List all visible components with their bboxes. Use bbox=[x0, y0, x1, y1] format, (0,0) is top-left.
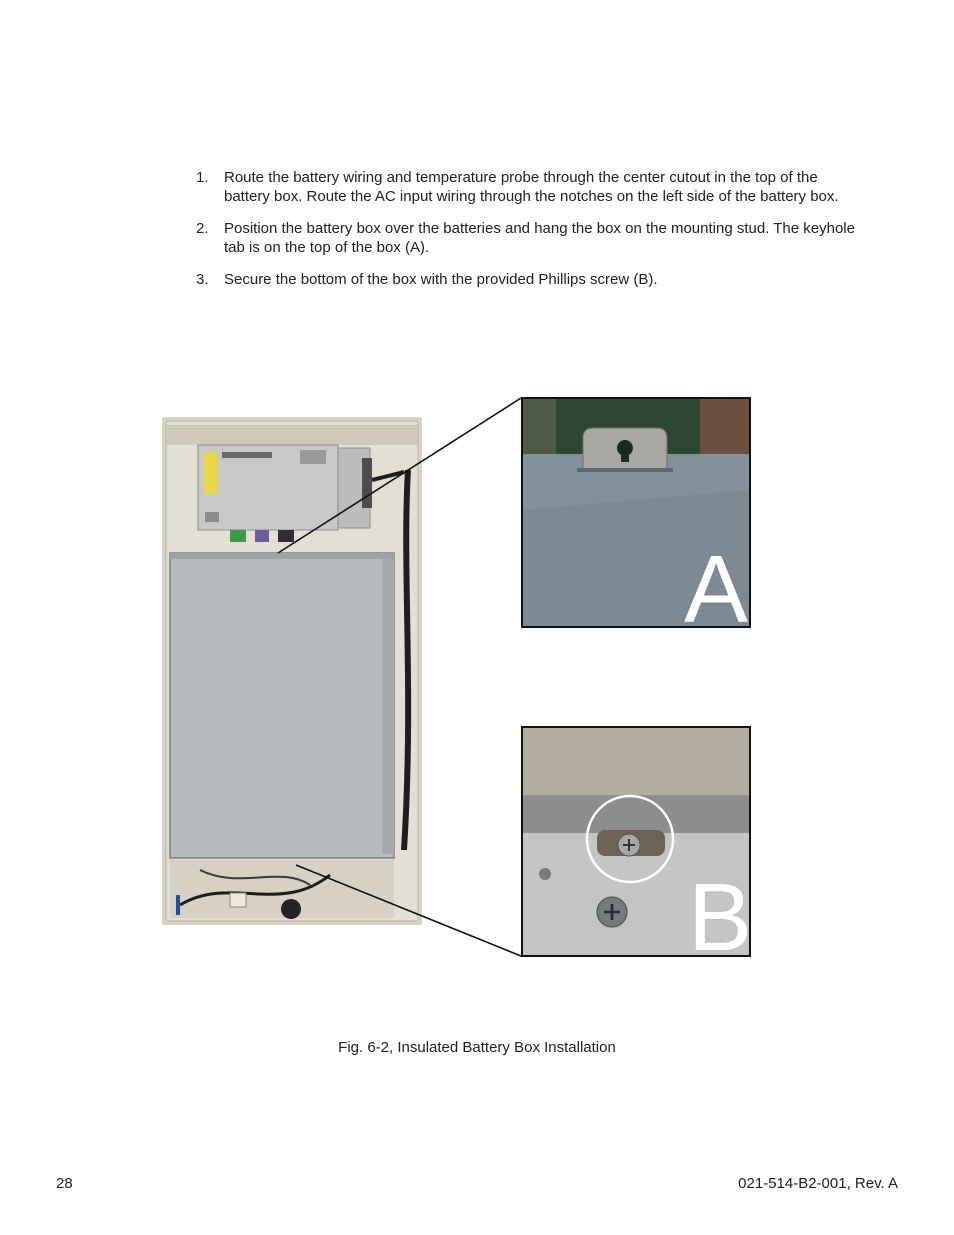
step-text: Secure the bottom of the box with the provided Phillips screw (B). bbox=[224, 271, 658, 288]
step-1 bbox=[196, 168, 856, 206]
step-text: Route the battery wiring and temperature probe through the center cutout in the top of the battery box. Route the AC input wiring through the notches on the left side of the battery box. bbox=[224, 169, 839, 205]
step-number: 2. bbox=[196, 220, 209, 237]
battery-box-figure bbox=[0, 390, 954, 970]
step-3 bbox=[196, 270, 856, 289]
step-number: 3. bbox=[196, 271, 209, 288]
figure-illustration bbox=[0, 390, 954, 970]
document-id: 021-514-B2-001, Rev. A bbox=[738, 1175, 898, 1192]
step-2 bbox=[196, 219, 856, 257]
instruction-steps bbox=[196, 168, 856, 302]
detail-a-label: A bbox=[683, 536, 748, 643]
detail-b-photo bbox=[522, 727, 752, 970]
enclosure-photo bbox=[162, 417, 422, 925]
page-number: 28 bbox=[56, 1175, 73, 1192]
detail-a-photo bbox=[522, 398, 750, 643]
figure-caption: Fig. 6-2, Insulated Battery Box Installation bbox=[338, 1039, 616, 1056]
step-text: Position the battery box over the batteries and hang the box on the mounting stud. The keyhole tab is on the top of the box (A). bbox=[224, 220, 855, 256]
step-number: 1. bbox=[196, 169, 209, 186]
detail-b-label: B bbox=[687, 864, 752, 970]
